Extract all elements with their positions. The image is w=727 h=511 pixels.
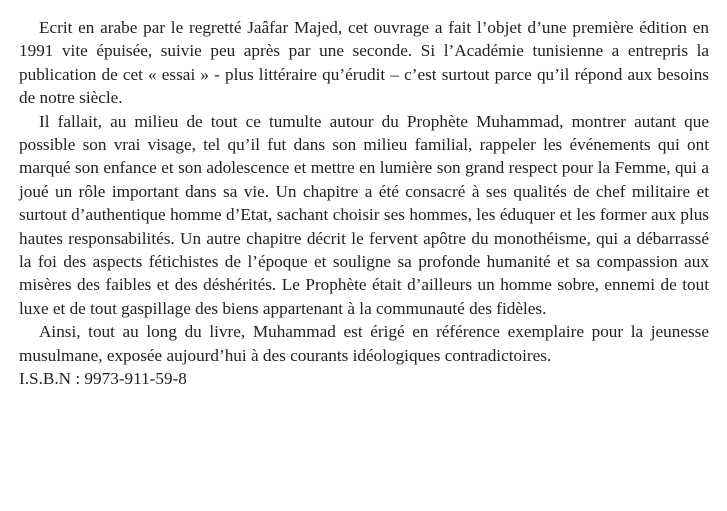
isbn-line: I.S.B.N : 9973-911-59-8 <box>19 369 187 389</box>
document-body <box>19 16 709 391</box>
paragraph-portrait: Il fallait, au milieu de tout ce tumulte autour du Prophète Muhammad, montrer autant que possible son vrai visage, tel qu’il fut dans son milieu familial, rappeler les événements qui ont marqué son enfance et son adolescence et mettre en lumière son grand respect pour la Femme, qui a joué un rôle important dans sa vie. Un chapitre a été consacré à ses qualités de chef militaire et surtout d’authentique homme d’Etat, sachant choisir ses hommes, les éduquer et les former aux plus hautes responsabilités. Un autre chapitre décrit le fervent apôtre du monothéisme, qui a débarrassé la foi des aspects fétichistes de l’époque et souligne sa profonde humanité et sa compassion aux misères des faibles et des déshérités. Le Prophète était d’ailleurs un homme sobre, ennemi de tout luxe et de tout gaspillage des biens appartenant à la communauté des fidèles. <box>19 111 709 318</box>
paragraph-conclusion: Ainsi, tout au long du livre, Muhammad est érigé en référence exemplaire pour la jeunesse musulmane, exposée aujourd’hui à des courants idéologiques contradictoires. <box>19 322 709 365</box>
paragraph-intro: Ecrit en arabe par le regretté Jaâfar Majed, cet ouvrage a fait l’objet d’une première édition en 1991 vite épuisée, suivie peu après par une seconde. Si l’Académie tunisienne a entrepris la publication de cet « essai » - plus littéraire qu’érudit – c’est surtout parce qu’il répond aux besoins de notre siècle. <box>19 18 709 108</box>
